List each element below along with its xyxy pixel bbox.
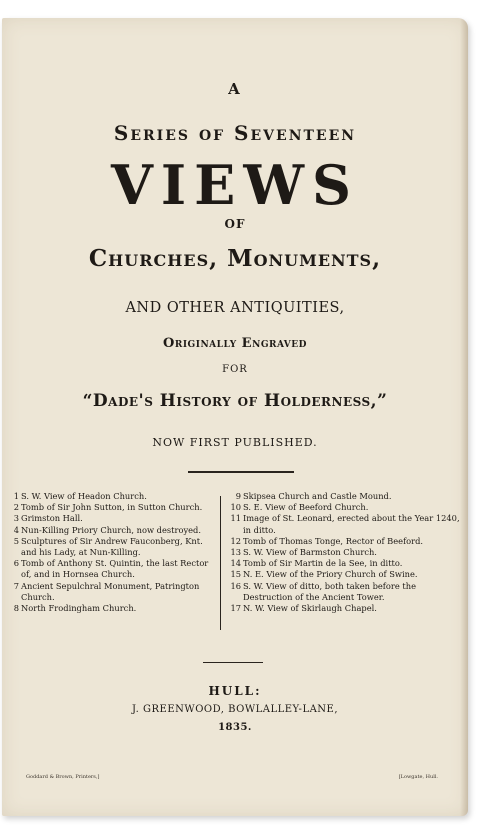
list-item bbox=[230, 502, 460, 513]
item-number: 10 bbox=[230, 502, 241, 513]
column-divider bbox=[220, 496, 221, 630]
item-text: S. W. View of Barmston Church. bbox=[243, 547, 377, 558]
item-text: Tomb of Anthony St. Quintin, the last Rector of, and in Hornsea Church. bbox=[21, 558, 209, 580]
list-item bbox=[230, 513, 460, 535]
item-text: Ancient Sepulchral Monument, Patrington Church. bbox=[21, 580, 200, 602]
list-item bbox=[8, 525, 216, 536]
title-now-published: NOW FIRST PUBLISHED. bbox=[152, 436, 318, 449]
item-number: 8 bbox=[13, 603, 19, 614]
item-number: 2 bbox=[13, 502, 19, 513]
item-text: S. W. View of ditto, both taken before the Destruction of the Ancient Tower. bbox=[243, 580, 416, 602]
item-text: Nun-Killing Priory Church, now destroyed. bbox=[21, 524, 202, 535]
item-number: 12 bbox=[230, 535, 241, 546]
title-article: A bbox=[228, 80, 242, 98]
item-number: 6 bbox=[13, 558, 19, 569]
imprint-publisher: J. GREENWOOD, BOWLALLEY-LANE, bbox=[131, 704, 339, 715]
title-of: OF bbox=[224, 217, 246, 231]
list-item bbox=[230, 581, 460, 603]
item-number: 9 bbox=[235, 491, 241, 501]
item-text: Grimston Hall. bbox=[21, 513, 83, 524]
printer-note-right: [Lowgate, Hull. bbox=[398, 774, 438, 780]
item-number: 4 bbox=[13, 524, 19, 535]
imprint-year: 1835. bbox=[218, 722, 252, 733]
list-item bbox=[230, 547, 460, 558]
list-item bbox=[8, 536, 216, 558]
list-item bbox=[8, 558, 216, 580]
item-number: 15 bbox=[230, 569, 241, 580]
item-number: 5 bbox=[13, 535, 19, 546]
item-text: Tomb of Thomas Tonge, Rector of Beeford. bbox=[243, 535, 424, 546]
item-number: 17 bbox=[230, 603, 241, 614]
title-views: VIEWS bbox=[111, 153, 359, 217]
item-number: 3 bbox=[13, 513, 19, 524]
list-item bbox=[8, 502, 216, 513]
title-page bbox=[2, 18, 468, 816]
divider-rule-top bbox=[188, 471, 294, 473]
item-text: Skipsea Church and Castle Mound. bbox=[243, 491, 392, 501]
item-number: 13 bbox=[230, 547, 241, 558]
contents-left-column bbox=[8, 491, 216, 614]
item-text: Tomb of Sir Martin de la See, in ditto. bbox=[243, 558, 403, 569]
title-other-antiquities: AND OTHER ANTIQUITIES, bbox=[125, 300, 345, 316]
list-item bbox=[230, 569, 460, 580]
list-item bbox=[230, 536, 460, 547]
item-number: 14 bbox=[230, 558, 241, 569]
item-text: Tomb of Sir John Sutton, in Sutton Church. bbox=[21, 502, 203, 513]
item-text: Image of St. Leonard, erected about the Year 1240, in ditto. bbox=[243, 513, 460, 535]
list-item bbox=[8, 581, 216, 603]
title-subjects: Churches, Monuments, bbox=[88, 245, 382, 272]
title-dade-history: “Dade's History of Holderness,” bbox=[82, 391, 388, 411]
title-for: FOR bbox=[222, 364, 248, 375]
list-item bbox=[8, 513, 216, 524]
list-item bbox=[8, 603, 216, 614]
item-number: 11 bbox=[230, 513, 241, 524]
list-item bbox=[8, 491, 216, 502]
item-text: N. E. View of the Priory Church of Swine. bbox=[243, 569, 418, 580]
item-number: 16 bbox=[230, 580, 241, 591]
printer-note-left: Goddard & Brown, Printers,] bbox=[26, 774, 100, 780]
item-text: S. W. View of Headon Church. bbox=[21, 491, 147, 501]
list-item bbox=[230, 603, 460, 614]
imprint-place: HULL: bbox=[208, 684, 262, 698]
item-text: Sculptures of Sir Andrew Fauconberg, Knt. and his Lady, at Nun-Killing. bbox=[21, 535, 203, 558]
divider-rule-bottom bbox=[203, 662, 263, 663]
list-item bbox=[230, 558, 460, 569]
item-text: S. E. View of Beeford Church. bbox=[243, 502, 369, 513]
list-item bbox=[230, 491, 460, 502]
item-text: North Frodingham Church. bbox=[21, 603, 137, 614]
title-series: Series of Seventeen bbox=[113, 121, 357, 145]
item-number: 1 bbox=[13, 491, 19, 501]
title-originally-engraved: Originally Engraved bbox=[163, 336, 307, 351]
item-number: 7 bbox=[13, 580, 19, 591]
item-text: N. W. View of Skirlaugh Chapel. bbox=[243, 603, 377, 614]
contents-right-column bbox=[230, 491, 460, 614]
